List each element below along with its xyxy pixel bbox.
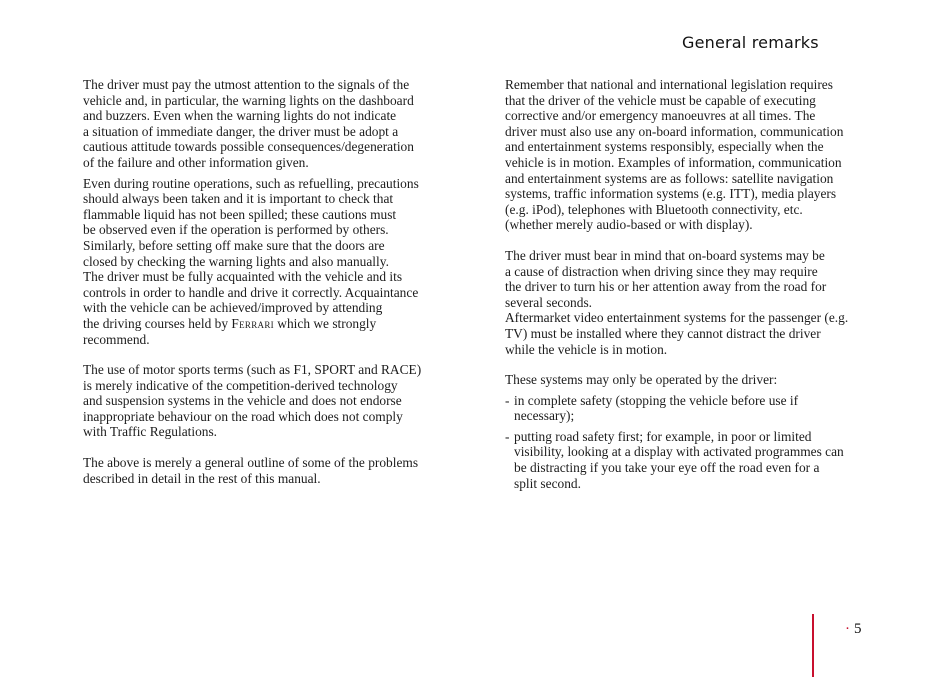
- right-paragraph-operation-intro: These systems may only be operated by the driver:: [505, 372, 778, 388]
- list-item: [505, 429, 889, 491]
- page-number-value: 5: [854, 621, 862, 637]
- page-number: [845, 621, 862, 638]
- dash-bullet: -: [505, 392, 510, 408]
- list-item-text: putting road safety first; for example, in poor or limited visibility, looking at a display with activated programmes can be distracting if you take your eye off the road even for a split second.: [514, 428, 844, 491]
- routine-operations-text-end: which we strongly recommend.: [83, 315, 377, 347]
- list-item: [505, 393, 889, 424]
- dash-bullet: -: [505, 428, 510, 444]
- left-paragraph-warning-lights: The driver must pay the utmost attention to the signals of the vehicle and, in particular, the warning lights on the dashboard and buzzers. Even when the warning lights do not indicate a situation of immediate danger, the driver must be adopt a cautious attitude towards possible consequences/degeneration of the failure and other information given.: [83, 77, 414, 170]
- ferrari-brand-name: Ferrari: [231, 315, 274, 331]
- left-paragraph-routine-operations: [83, 176, 468, 348]
- right-paragraph-legislation: Remember that national and international legislation requires that the driver of the vehicle must be capable of executing corrective and/or emergency manoeuvres at all times. The driver must also use any on-board information, communication and entertainment systems responsibly, especially when the vehicle is in motion. Examples of information, communication and entertainment systems are as follows: satellite navigation systems, traffic information systems (e.g. ITT), media players (e.g. iPod), telephones with Bluetooth connectivity, etc. (whether merely audio-based or with display).: [505, 77, 844, 233]
- red-page-divider: [812, 614, 814, 677]
- routine-operations-text: Even during routine operations, such as refuelling, precautions should always been taken and it is important to check that flammable liquid has not been spilled; these cautions must be observed even if the operation is performed by others. Similarly, before setting off make sure that the doors are closed by checking the warning lights and also manually. The driver must be fully acquainted with the vehicle and its controls in order to handle and drive it correctly. Acquaintance with the vehicle can be achieved/improved by attending the driving courses held by: [83, 175, 419, 331]
- section-title: General remarks: [682, 33, 819, 52]
- right-column: [505, 77, 889, 491]
- right-paragraph-distraction: The driver must bear in mind that on-board systems may be a cause of distraction when driving since they may require the driver to turn his or her attention away from the road for several seconds. Aftermarket video entertainment systems for the passenger (e.g. TV) must be installed where they cannot distract the driver while the vehicle is in motion.: [505, 247, 849, 357]
- paragraph-spacer: [83, 440, 468, 455]
- list-item-text: in complete safety (stopping the vehicle before use if necessary);: [514, 392, 799, 424]
- left-column: [83, 77, 468, 486]
- operation-conditions-list: [505, 393, 889, 492]
- left-paragraph-motor-sports-terms: The use of motor sports terms (such as F1, SPORT and RACE) is merely indicative of the competition-derived technology and suspension systems in the vehicle and does not endorse inappropriate behaviour on the road which does not comply with Traffic Regulations.: [83, 362, 422, 440]
- page-dot: ·: [845, 621, 850, 637]
- left-paragraph-general-outline: The above is merely a general outline of some of the problems described in detail in the rest of this manual.: [83, 455, 419, 486]
- paragraph-spacer: [83, 347, 468, 362]
- paragraph-spacer: [505, 233, 889, 248]
- paragraph-spacer: [505, 357, 889, 372]
